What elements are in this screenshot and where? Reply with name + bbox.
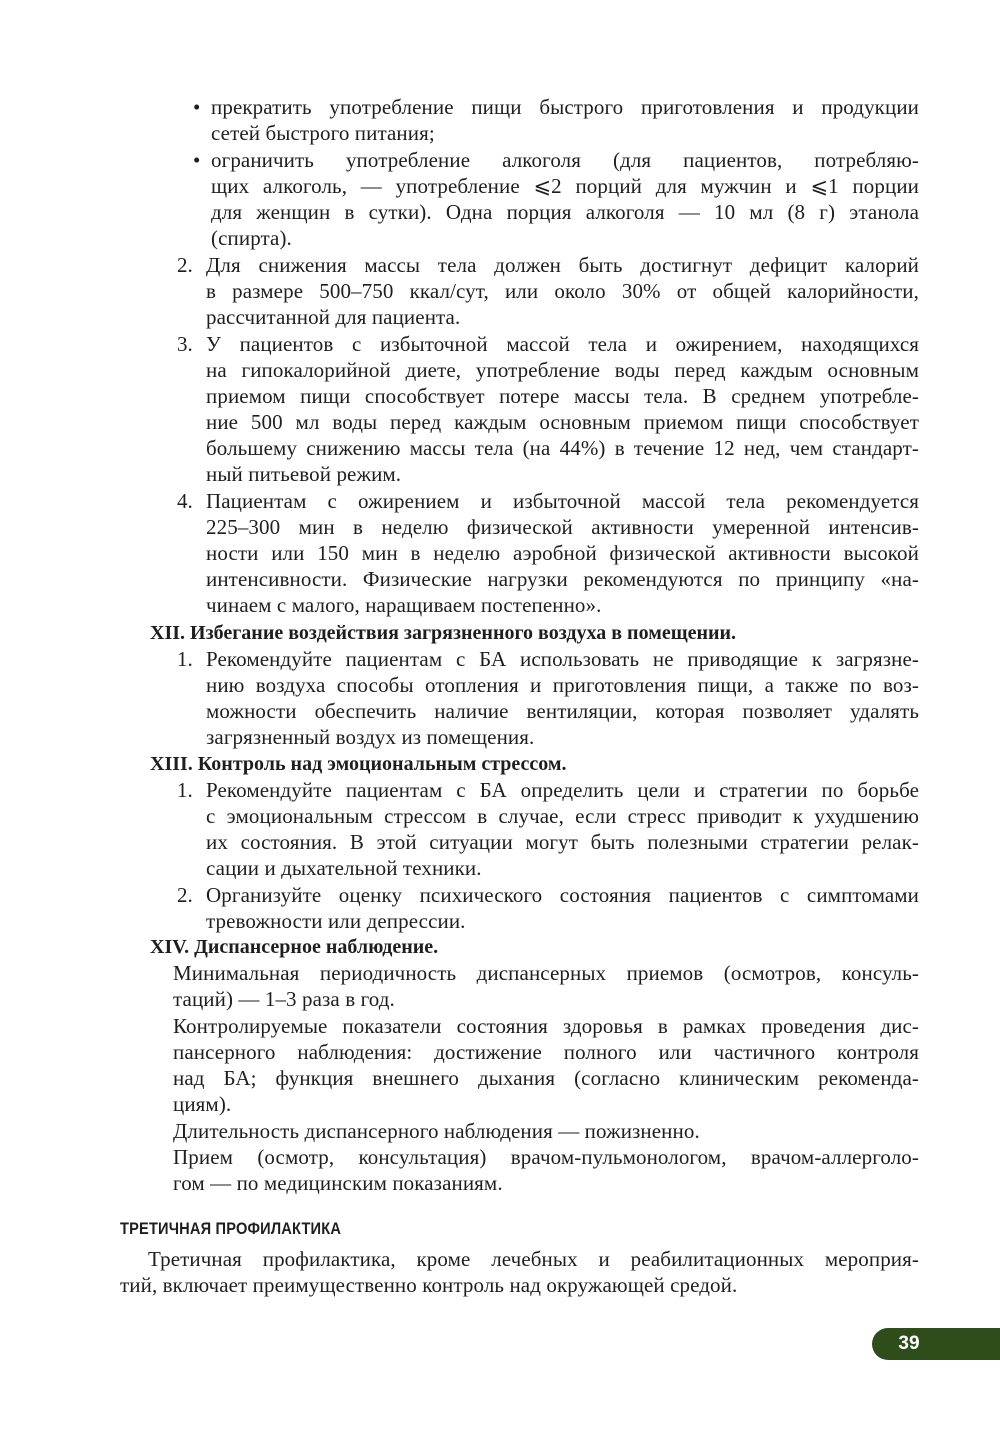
item-line: приемом пищи способствует потере массы тела. В среднем употребле-	[206, 384, 919, 408]
section-heading: XIV. Диспансерное наблюдение.	[150, 936, 439, 958]
item-number: 4.	[177, 489, 193, 513]
item-line: загрязненный воздух из помещения.	[206, 725, 535, 749]
paragraph-line: Длительность диспансерного наблюдения — пожизненно.	[173, 1119, 700, 1143]
paragraph-line: Контролируемые показатели состояния здоровья в рамках проведения дис-	[173, 1014, 919, 1038]
chapter-heading: ТРЕТИЧНАЯ ПРОФИЛАКТИКА	[120, 1219, 342, 1238]
item-line: большему снижению массы тела (на 44%) в течение 12 нед, чем стандарт-	[206, 436, 919, 460]
paragraph-line: над БА; функция внешнего дыхания (согласно клиническим рекоменда-	[173, 1066, 919, 1090]
item-line: их состояния. В этой ситуации могут быть полезными стратегии релак-	[206, 830, 919, 854]
item-number: 2.	[177, 253, 193, 277]
item-line: интенсивности. Физические нагрузки рекомендуются по принципу «на-	[206, 567, 919, 591]
paragraph-line: Третичная профилактика, кроме лечебных и реабилитационных мероприя-	[148, 1247, 919, 1271]
item-line: Рекомендуйте пациентам с БА определить цели и стратегии по борьбе	[206, 778, 919, 802]
paragraph-line: Прием (осмотр, консультация) врачом-пульмонологом, врачом-аллерголо-	[173, 1145, 919, 1169]
item-line: 225–300 мин в неделю физической активности умеренной интенсив-	[206, 515, 919, 539]
item-line: чинаем с малого, наращиваем постепенно».	[206, 593, 602, 617]
item-line: У пациентов с избыточной массой тела и ожирением, находящихся	[206, 332, 919, 356]
item-line: в размере 500–750 ккал/сут, или около 30% от общей калорийности,	[206, 279, 919, 303]
paragraph-line: тий, включает преимущественно контроль над окружающей средой.	[120, 1273, 738, 1297]
bullet-marker: •	[193, 148, 201, 172]
item-line: Рекомендуйте пациентам с БА использовать не приводящие к загрязне-	[206, 647, 919, 671]
bullet-marker: •	[193, 95, 201, 119]
page-number-tab	[872, 1328, 1000, 1360]
bullet-line: ограничить употребление алкоголя (для пациентов, потребляю-	[211, 148, 919, 172]
item-number: 1.	[177, 647, 193, 671]
bullet-line: щих алкоголь, — употребление ⩽2 порций для мужчин и ⩽1 порции	[211, 174, 919, 198]
bullet-line: (спирта).	[211, 226, 292, 250]
page-number: 39	[898, 1333, 920, 1354]
item-line: Для снижения массы тела должен быть достигнут дефицит калорий	[206, 253, 919, 277]
item-number: 2.	[177, 883, 193, 907]
paragraph-line: гом — по медицинским показаниям.	[173, 1171, 503, 1195]
item-line: Организуйте оценку психического состояния пациентов с симптомами	[206, 883, 919, 907]
item-number: 1.	[177, 778, 193, 802]
paragraph-line: таций) — 1–3 раза в год.	[173, 987, 395, 1011]
item-line: ный питьевой режим.	[206, 462, 402, 486]
item-line: сации и дыхательной техники.	[206, 856, 482, 880]
item-number: 3.	[177, 332, 193, 356]
section-heading: XII. Избегание воздействия загрязненного воздуха в помещении.	[150, 622, 737, 644]
paragraph-line: циям).	[173, 1092, 232, 1116]
bullet-line: сетей быстрого питания;	[211, 121, 435, 145]
item-line: нию воздуха способы отопления и приготовления пищи, а также по воз-	[206, 673, 919, 697]
paragraph-line: Минимальная периодичность диспансерных приемов (осмотров, консуль-	[173, 961, 919, 985]
item-line: тревожности или депрессии.	[206, 909, 466, 933]
item-line: рассчитанной для пациента.	[206, 305, 461, 329]
item-line: ние 500 мл воды перед каждым основным приемом пищи способствует	[206, 410, 919, 434]
bullet-line: прекратить употребление пищи быстрого приготовления и продукции	[211, 95, 919, 119]
section-heading: XIII. Контроль над эмоциональным стрессом.	[150, 753, 567, 775]
item-line: ности или 150 мин в неделю аэробной физической активности высокой	[206, 541, 919, 565]
bullet-line: для женщин в сутки). Одна порция алкоголя — 10 мл (8 г) этанола	[211, 200, 919, 224]
item-line: на гипокалорийной диете, употребление воды перед каждым основным	[206, 358, 919, 382]
item-line: Пациентам с ожирением и избыточной массой тела рекомендуется	[206, 489, 919, 513]
item-line: с эмоциональным стрессом в случае, если стресс приводит к ухудшению	[206, 804, 919, 828]
item-line: можности обеспечить наличие вентиляции, которая позволяет удалять	[206, 699, 919, 723]
paragraph-line: пансерного наблюдения: достижение полного или частичного контроля	[173, 1040, 919, 1064]
